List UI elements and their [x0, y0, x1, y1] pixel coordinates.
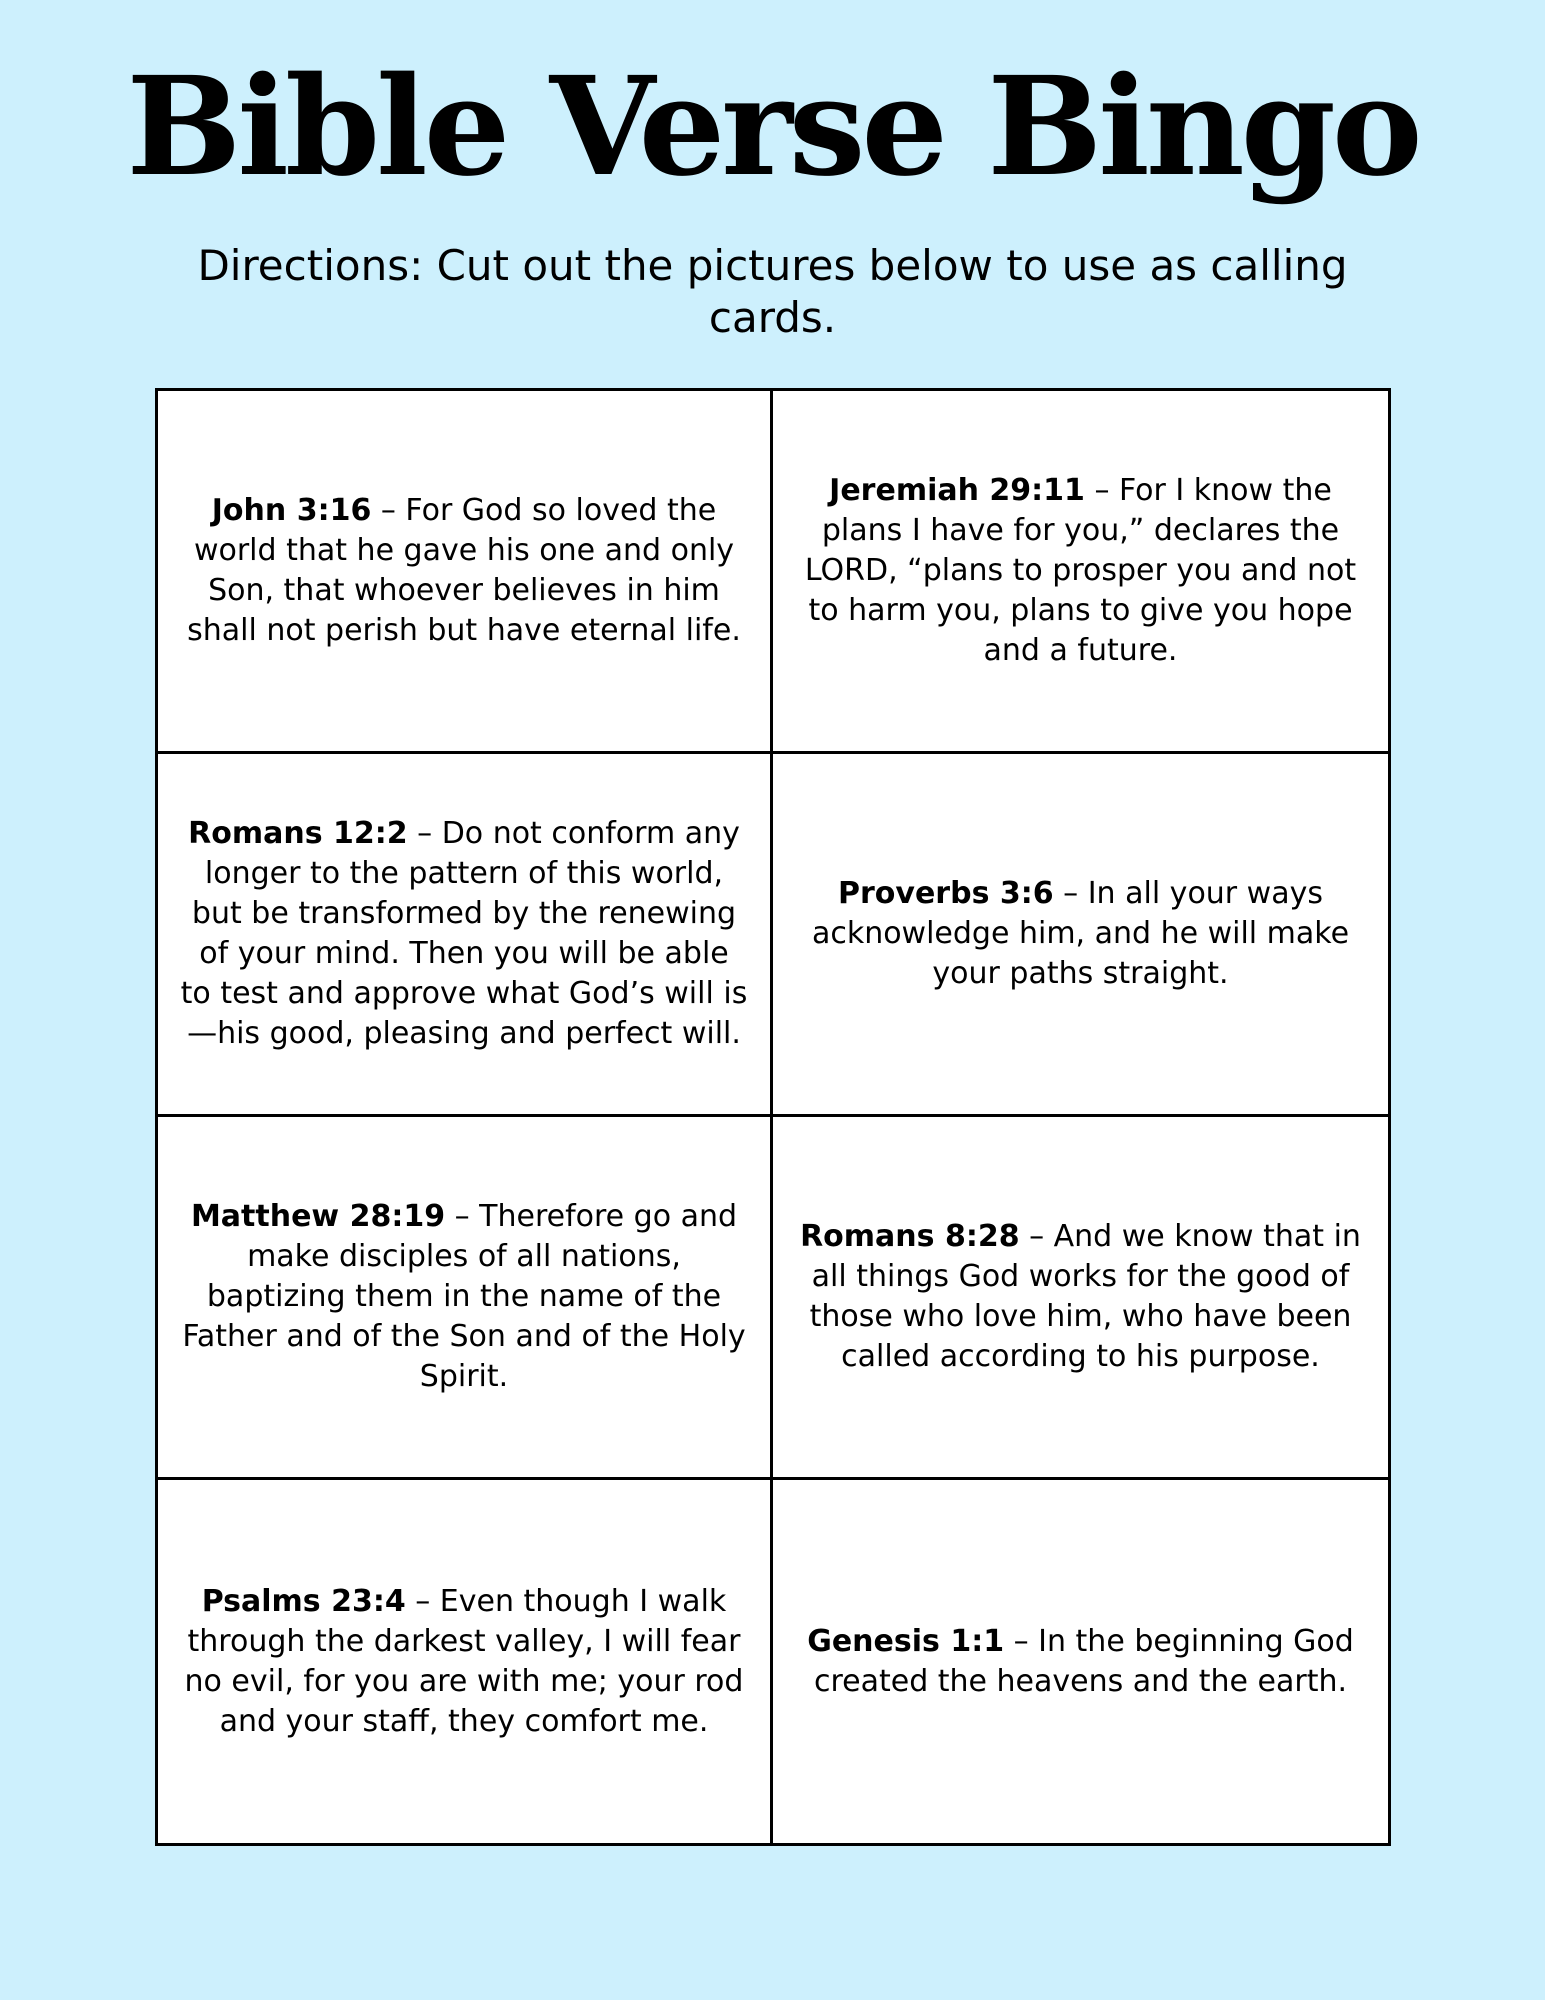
verse-reference: Matthew 28:19	[190, 1199, 446, 1234]
verse-card-jeremiah-29-11	[773, 391, 1388, 754]
verse-reference: Romans 8:28	[800, 1219, 1020, 1254]
verse-text	[180, 1197, 748, 1397]
verse-body: – For God so loved the world that he gave his one and only Son, that whoever believes in him shall not perish but have eternal life.	[187, 493, 741, 648]
bingo-card-grid	[155, 388, 1391, 1846]
verse-text	[180, 1582, 748, 1742]
directions-text: Directions: Cut out the pictures below to use as calling cards.	[197, 241, 1348, 342]
verse-body: – And we know that in all things God works for the good of those who love him, who have been called according to his purpose.	[809, 1219, 1361, 1374]
verse-card-john-3-16	[158, 391, 773, 754]
verse-reference: Psalms 23:4	[201, 1583, 406, 1619]
verse-card-proverbs-3-6	[773, 754, 1388, 1117]
verse-text	[180, 814, 748, 1054]
verse-card-matthew-28-19	[158, 1117, 773, 1480]
verse-text	[180, 491, 748, 651]
verse-text	[795, 471, 1366, 671]
verse-reference: John 3:16	[211, 493, 372, 528]
page-title: Bible Verse Bingo	[126, 47, 1419, 207]
verse-body: – For I know the plans I have for you,” declares the LORD, “plans to prosper you and not to harm you, plans to give you hope and a future.	[804, 473, 1357, 668]
verse-reference: Romans 12:2	[188, 816, 408, 851]
verse-card-psalms-23-4	[158, 1480, 773, 1843]
verse-body: – Do not conform any longer to the pattern of this world, but be transformed by the renewing of your mind. Then you will be able to test and approve what God’s will is—his good, pleasing and perfect will.	[180, 816, 748, 1051]
verse-text	[795, 1217, 1366, 1377]
verse-card-genesis-1-1	[773, 1480, 1388, 1843]
verse-text	[795, 1622, 1366, 1702]
verse-body: – In all your ways acknowledge him, and he will make your paths straight.	[811, 876, 1350, 991]
verse-body: – In the beginning God created the heavens and the earth.	[813, 1623, 1354, 1699]
verse-body: – Even though I walk through the darkest valley, I will fear no evil, for you are with me; your rod and your staff, they comfort me.	[184, 1583, 744, 1739]
verse-reference: Genesis 1:1	[807, 1623, 1005, 1659]
verse-text	[795, 874, 1366, 994]
verse-card-romans-8-28	[773, 1117, 1388, 1480]
verse-body: – Therefore go and make disciples of all nations, baptizing them in the name of the Father and of the Son and of the Holy Spirit.	[182, 1199, 746, 1394]
verse-reference: Jeremiah 29:11	[829, 473, 1085, 508]
verse-card-romans-12-2	[158, 754, 773, 1117]
verse-reference: Proverbs 3:6	[838, 876, 1054, 911]
